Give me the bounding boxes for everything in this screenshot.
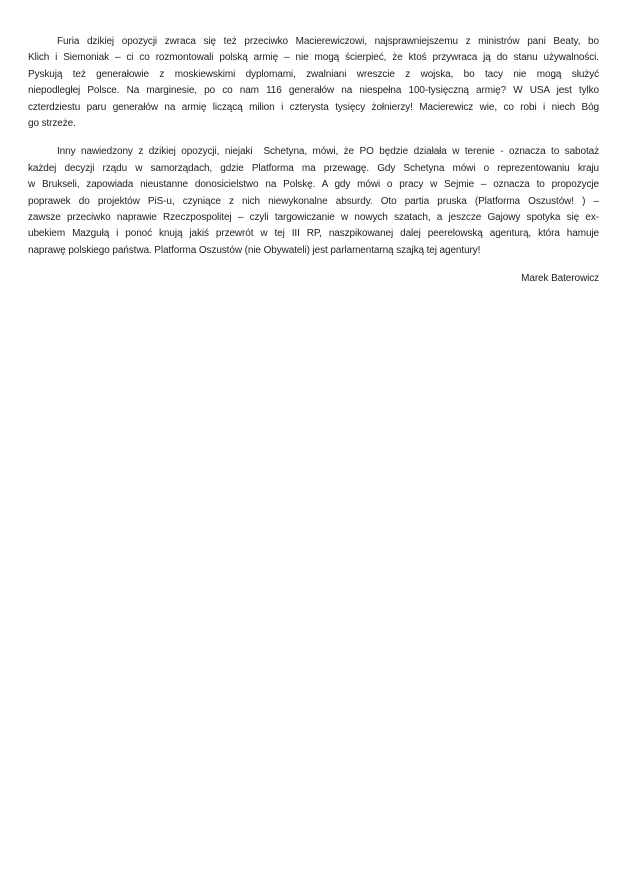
- paragraph: [28, 34, 599, 132]
- text-line: ubekiem Mazgułą i ponoć knują jakiś przewrót w tej III RP, naszpikowanej dalej peerelowską agenturą, która hamuje: [28, 228, 599, 240]
- text-line: zawsze przeciwko naprawie Rzeczpospolitej – czyli targowiczanie w nowych szatach, a jeszcze Gajowy spotyka się ex-: [28, 212, 599, 224]
- document-body: [28, 34, 599, 288]
- signature: Marek Baterowicz: [521, 273, 599, 285]
- text-line: Pyskują też generałowie z moskiewskimi dyplomami, zwalniani wreszcie z wojska, bo tacy nie mogą służyć: [28, 68, 599, 80]
- text-line: czterdziestu paru generałów na armię liczącą milion i czterysta tysięcy żołnierzy! Macierewicz wie, co robi i niech Bóg: [28, 101, 599, 113]
- text-line: naprawę polskiego państwa. Platforma Oszustów (nie Obywateli) jest parlamentarną szajką tej agentury!: [28, 244, 481, 256]
- text-line: poprawek do projektów PiS-u, czyniące z nich niewykonalne absurdy. Oto partia pruska (Platforma Oszustów! ) –: [28, 195, 599, 207]
- paragraph: [28, 144, 599, 259]
- text-line: Inny nawiedzony z dzikiej opozycji, niejaki Schetyna, mówi, że PO będzie działała w terenie - oznacza to sabotaż: [57, 146, 599, 158]
- text-line: każdej decyzji rządu w samorządach, gdzie Platforma ma przewagę. Gdy Schetyna mówi o reprezentowaniu kraju: [28, 162, 599, 174]
- text-line: go strzeże.: [28, 118, 76, 130]
- text-line: w Brukseli, zapowiada nieustanne donosicielstwo na Polskę. A gdy mówi o pracy w Sejmie – oznacza to propozycje: [28, 179, 599, 191]
- text-line: niepodległej Polsce. Na marginesie, po co nam 116 generałów na niespełna 100-tysięczną armię? W USA jest tylko: [28, 85, 599, 97]
- text-line: Furia dzikiej opozycji zwraca się też przeciwko Macierewiczowi, najsprawniejszemu z ministrów pani Beaty, bo: [57, 36, 599, 47]
- text-line: Klich i Siemoniak – ci co rozmontowali polską armię – nie mogą ścierpieć, że ktoś przywraca ją do stanu używalności.: [28, 52, 599, 64]
